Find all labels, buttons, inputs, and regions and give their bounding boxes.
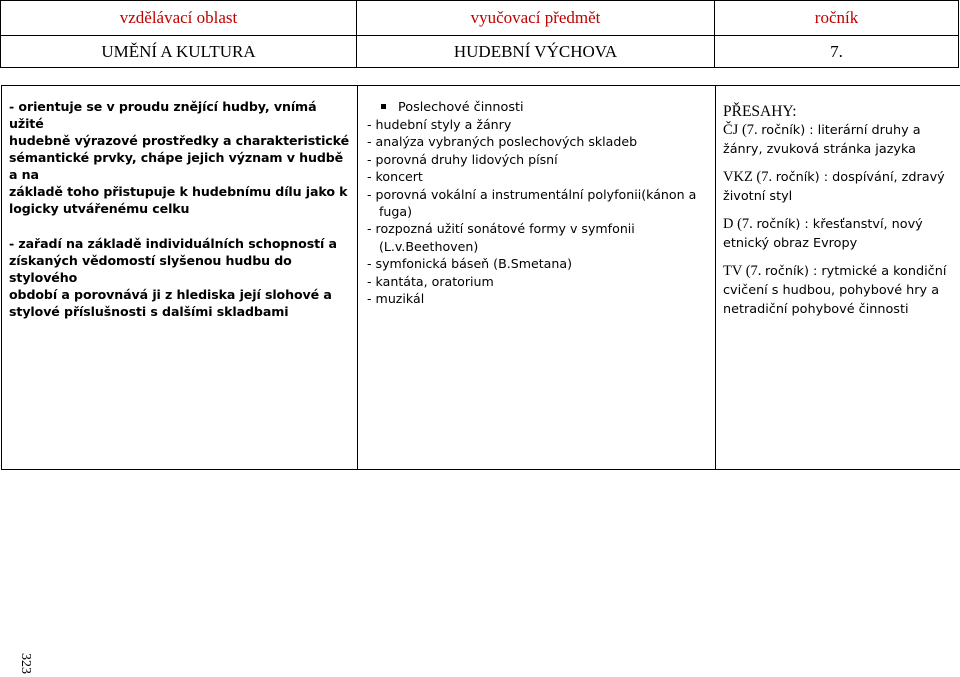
crossings-cell	[716, 86, 960, 470]
content-item: - porovná vokální a instrumentální polyfonii(kánon a	[367, 186, 697, 202]
content-heading: Poslechové činnosti	[398, 100, 524, 115]
crossing-detail: žánry, zvuková stránka jazyka	[723, 142, 917, 157]
content-item: - analýza vybraných poslechových skladeb	[367, 134, 638, 150]
crossings-title: PŘESAHY:	[723, 103, 797, 120]
content-item: - kantáta, oratorium	[367, 273, 494, 289]
crossing-entry	[723, 215, 955, 253]
outcome-line: - orientuje se v proudu znějící hudby, vnímá užité	[9, 99, 317, 131]
outcomes-paragraph-1	[2, 86, 357, 320]
crossing-detail: ročník) : křesťanství, nový	[756, 217, 923, 232]
outcomes-cell	[2, 86, 358, 470]
crossings-list	[723, 121, 955, 319]
crossing-detail: ročník) : literární druhy a	[761, 123, 921, 138]
content-item: - muzikál	[367, 291, 425, 307]
outcome-line: sémantické prvky, chápe jejich význam v hudbě a na	[9, 150, 344, 182]
curriculum-table	[1, 85, 960, 470]
header-label-area: vzdělávací oblast	[1, 1, 357, 36]
crossing-detail: etnický obraz Evropy	[723, 236, 858, 251]
header-table	[0, 0, 959, 68]
header-value-grade: 7.	[715, 36, 959, 68]
crossing-subject: ČJ (7.	[723, 122, 762, 138]
content-item: - hudební styly a žánry	[367, 117, 512, 132]
crossing-detail: ročník) : rytmické a kondiční	[765, 264, 947, 279]
crossing-entry	[723, 121, 955, 159]
outcome-line: základě toho přistupuje k hudebnímu dílu jako k	[9, 184, 348, 199]
outcome-line: získaných vědomostí slyšenou hudbu do stylového	[9, 253, 292, 285]
header-label-row	[1, 1, 959, 36]
square-bullet-icon	[381, 104, 386, 109]
crossing-subject: VKZ (7.	[723, 169, 776, 185]
header-label-subject: vyučovací předmět	[357, 1, 715, 36]
crossing-detail: ročník) : dospívání, zdravý	[775, 170, 945, 185]
crossing-subject: D (7.	[723, 216, 757, 232]
content-item: (L.v.Beethoven)	[379, 238, 479, 254]
outcome-line: období a porovnává ji z hlediska její slohové a	[9, 287, 332, 302]
outcome-line: stylové příslušnosti s dalšími skladbami	[9, 304, 289, 319]
outcome-line: hudebně výrazové prostředky a charakteristické	[9, 133, 350, 148]
outcome-line: - zařadí na základě individuálních schopností a	[9, 236, 337, 251]
header-label-grade: ročník	[715, 1, 959, 36]
crossing-detail: životní styl	[723, 189, 793, 204]
crossing-detail: cvičení s hudbou, pohybové hry a	[723, 283, 940, 298]
content-item: - rozpozná užití sonátové formy v symfonii	[367, 221, 635, 237]
header-value-subject: HUDEBNÍ VÝCHOVA	[357, 36, 715, 68]
content-item: - koncert	[367, 169, 423, 185]
content-heading-row	[381, 99, 709, 116]
crossing-subject: TV (7.	[723, 263, 766, 279]
page-number: 323	[18, 653, 33, 674]
crossing-detail: netradiční pohybové činnosti	[723, 302, 909, 317]
crossing-entry	[723, 262, 955, 319]
content-item: - porovná druhy lidových písní	[367, 151, 558, 167]
content-list	[367, 116, 709, 307]
content-cell	[358, 86, 716, 470]
content-item: - symfonická báseň (B.Smetana)	[367, 256, 573, 272]
content-item: fuga)	[379, 204, 413, 220]
outcome-line: logicky utvářenému celku	[9, 201, 190, 216]
header-value-area: UMĚNÍ A KULTURA	[1, 36, 357, 68]
crossing-entry	[723, 168, 955, 206]
header-value-row	[1, 36, 959, 68]
